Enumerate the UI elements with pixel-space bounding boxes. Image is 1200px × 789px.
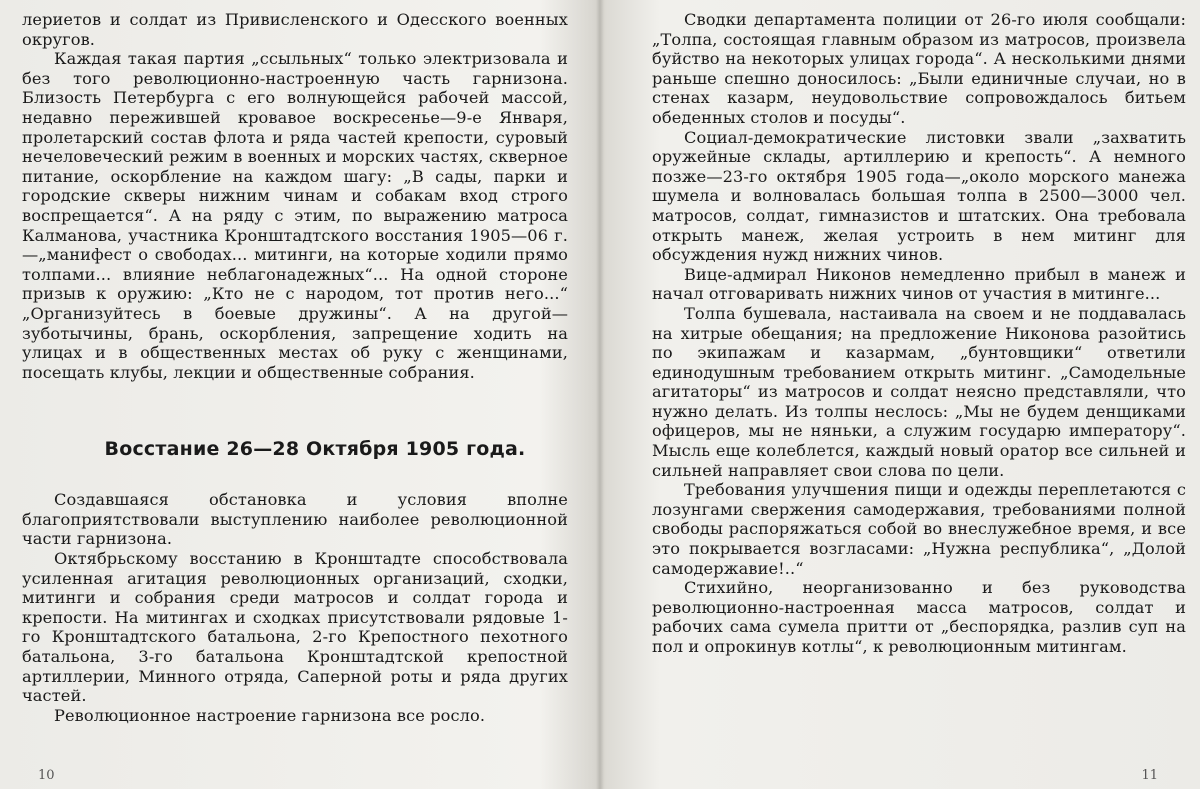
paragraph: Социал-демократические листовки звали „захватить оружейные склады, артиллерию и крепость“. А немного позже—23-го октября 1905 года—„около морского манежа шумела и волновалась большая толпа в 2500—3000 чел. матросов, солдат, гимназистов и штатских. Она требовала открыть манеж, желая устроить в нем митинг для обсуждения нужд нижних чинов. <box>652 127 1186 265</box>
page-number-left: 10 <box>38 768 55 783</box>
left-text-bottom <box>22 490 568 725</box>
section-heading: Восстание 26—28 Октября 1905 года. <box>104 438 526 461</box>
paragraph: Стихийно, неорганизованно и без руководства революционно-настроенная масса матросов, солдат и рабочих сама сумела притти от „беспорядка, разлив суп на пол и опрокинув котлы“, к революционным митингам. <box>652 578 1186 656</box>
book-fold <box>596 0 604 789</box>
paragraph: Сводки департамента полиции от 26-го июля сообщали: „Толпа, состоящая главным образом из матросов, произвела буйство на некоторых улицах города“. А несколькими днями раньше спешно доносилось: „Были единичные случаи, но в стенах казарм, неудовольствие сопровождалось битьем обеденных столов и посуды“. <box>652 10 1186 127</box>
right-text <box>652 10 1186 657</box>
left-text-top <box>22 10 568 382</box>
paragraph: Революционное настроение гарнизона все росло. <box>54 705 486 725</box>
paragraph: Вице-адмирал Никонов немедленно прибыл в манеж и начал отговаривать нижних чинов от участия в митинге... <box>652 264 1186 304</box>
right-page <box>600 0 1200 789</box>
paragraph: Октябрьскому восстанию в Кронштадте способствовала усиленная агитация революционных организаций, сходки, митинги и собрания среди матросов и солдат города и крепости. На митингах и сходках присутствовали рядовые 1-го Кронштадтского батальона, 2-го Крепостного пехотного батальона, 3-го батальона Кронштадтской крепостной артиллерии, Минного отряда, Саперной роты и ряда других частей. <box>22 549 568 706</box>
paragraph: Толпа бушевала, настаивала на своем и не поддавалась на хитрые обещания; на предложение Никонова разойтись по экипажам и казармам, „бунтовщики“ ответили единодушным требованием открыть митинг. „Самодельные агитаторы“ из матросов и солдат неясно представляли, что нужно делать. Из толпы неслось: „Мы не будем денщиками офицеров, мы не няньки, а служим государю императору“. Мысль еще колеблется, каждый новый оратор все сильней и сильней направляет свои слова по цели. <box>652 303 1186 480</box>
paragraph: Требования улучшения пищи и одежды переплетаются с лозунгами свержения самодержавия, требованиями полной свободы распоряжаться собой во внеслужебное время, и все это покрывается возгласами: „Нужна республика“, „Долой самодержавие!..“ <box>652 480 1186 578</box>
page-number-right: 11 <box>1141 768 1158 783</box>
paragraph: Создавшаяся обстановка и условия вполне благоприятствовали выступлению наиболее революционной части гарнизона. <box>22 490 568 549</box>
paragraph: лериетов и солдат из Привисленского и Одесского военных округов. <box>22 10 568 49</box>
paragraph: Каждая такая партия „ссыльных“ только электризовала и без того революционно-настроенную часть гарнизона. Близость Петербурга с его волнующейся рабочей массой, недавно пережившей кровавое воскресенье—9-е Января, пролетарский состав флота и ряда частей крепости, суровый нечеловеческий режим в военных и морских частях, скверное питание, оскорбление на каждом шагу: „В сады, парки и городские скверы нижним чинам и собакам вход строго воспрещается“. А на ряду с этим, по выражению матроса Калманова, участника Кронштадтского восстания 1905—06 г.—„манифест о свободах... митинги, на которые ходили прямо толпами... влияние неблагонадежных“... На одной стороне призыв к оружию: „Кто не с народом, тот против него...“ „Организуйтесь в боевые дружины“. А на другой—зуботычины, брань, оскорбления, запрещение ходить на улицах и в общественных местах об руку с женщинами, посещать клубы, лекции и общественные собрания. <box>22 49 568 382</box>
